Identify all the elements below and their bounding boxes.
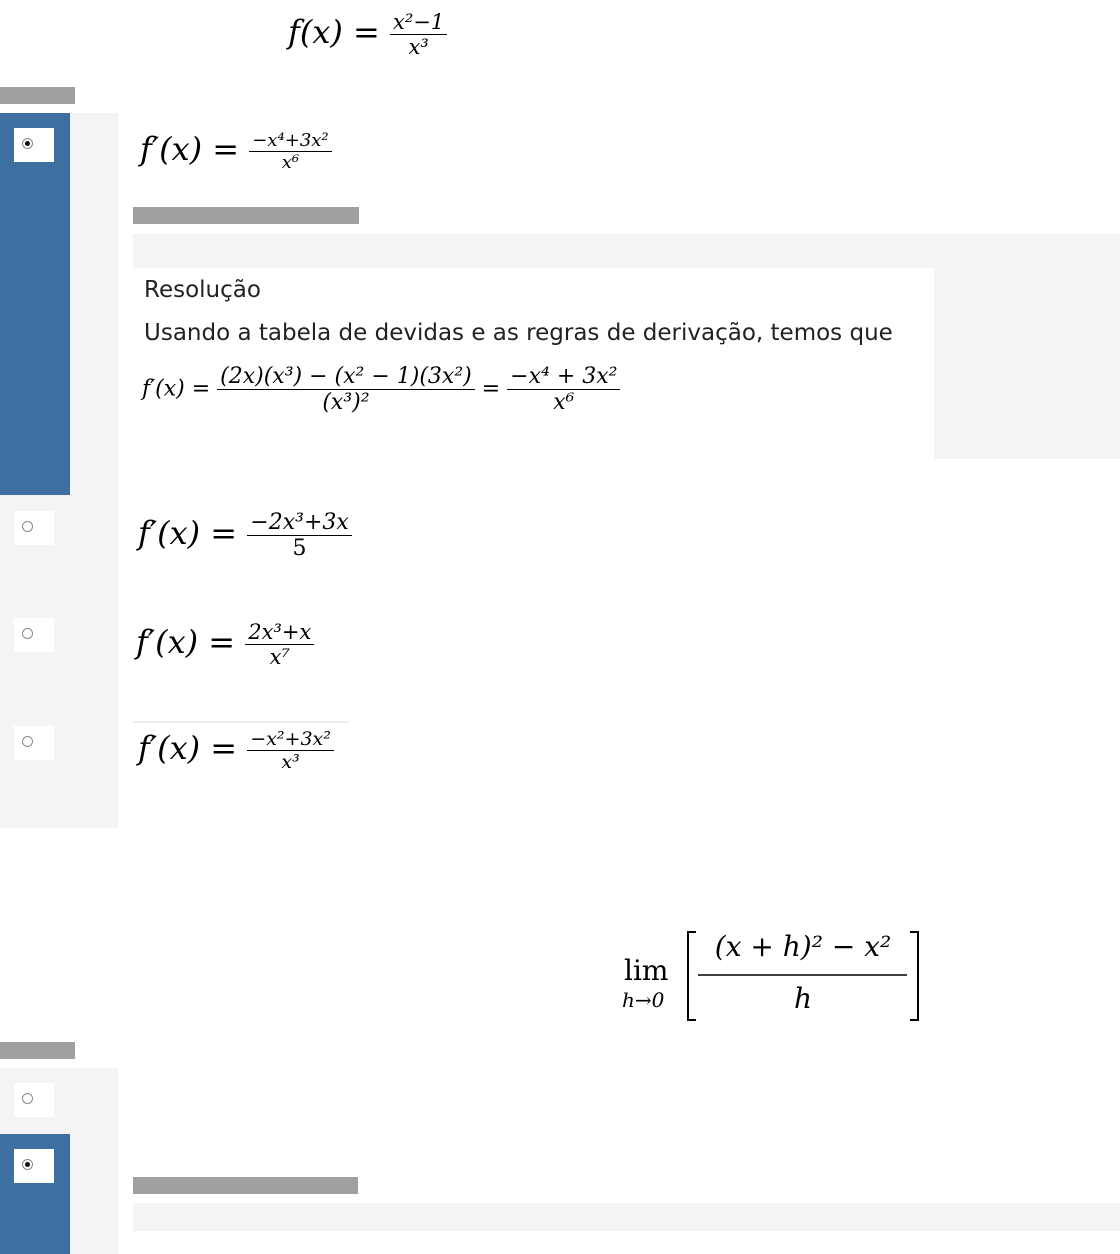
option-c-formula: [136, 620, 314, 669]
option-d-numerator: −x²+3x²: [247, 728, 334, 751]
resolution-numerator-1: (2x)(x³) − (x² − 1)(3x²): [217, 364, 475, 390]
option-d-formula: [138, 728, 334, 773]
option-b-formula: [138, 510, 352, 561]
option-b-radio[interactable]: [14, 511, 54, 545]
radio-circle-icon: [22, 521, 33, 532]
radio-selected-dot-icon: [25, 1162, 30, 1167]
radio-circle-icon: [22, 736, 33, 747]
radio-circle-icon: [22, 628, 33, 639]
question2-option-a-radio[interactable]: [14, 1083, 54, 1117]
question2-option-b-radio[interactable]: [14, 1149, 54, 1183]
option-c-numerator: 2x³+x: [245, 620, 314, 645]
option-b-numerator: −2x³+3x: [247, 510, 352, 536]
option-b-lhs: f′(x) =: [138, 514, 238, 552]
option-c-radio[interactable]: [14, 618, 54, 652]
radio-selected-dot-icon: [25, 141, 30, 146]
limit-operator: lim: [624, 954, 669, 987]
option-d-top-rule: [133, 721, 349, 723]
option-a-lhs: f′(x) =: [140, 130, 240, 168]
resolution-side-panel: [934, 268, 1120, 459]
option-selected-highlight: [0, 113, 70, 495]
limit-denominator: h: [793, 982, 813, 1015]
limit-subscript: h→0: [622, 988, 665, 1012]
option-d-lhs: f′(x) =: [138, 729, 238, 767]
option-d-radio[interactable]: [14, 726, 54, 760]
question2-feedback-bar: [133, 1177, 358, 1194]
option-a-numerator: −x⁴+3x²: [249, 130, 331, 152]
question2-limit: [622, 928, 922, 1024]
resolution-text: Usando a tabela de devidas e as regras de derivação, temos que: [144, 320, 893, 346]
option-c-denominator: x⁷: [269, 645, 290, 669]
resolution-numerator-2: −x⁴ + 3x²: [507, 364, 620, 390]
function-numerator: x²−1: [390, 10, 447, 35]
function-denominator: x³: [408, 35, 429, 59]
limit-numerator: (x + h)² − x²: [714, 930, 892, 963]
resolution-formula: [142, 364, 620, 415]
option-a-denominator: x⁶: [281, 152, 300, 173]
option-a-radio[interactable]: [14, 128, 54, 162]
function-lhs: f(x) =: [288, 13, 380, 51]
resolution-denominator-1: (x³)²: [322, 390, 370, 415]
option-d-denominator: x³: [281, 751, 300, 773]
feedback-bar: [133, 207, 359, 224]
resolution-lhs: f′(x) =: [142, 376, 211, 402]
question2-header-bar: [0, 1042, 75, 1059]
option-b-denominator: 5: [292, 536, 307, 561]
radio-circle-icon: [22, 1093, 33, 1104]
option-c-lhs: f′(x) =: [136, 623, 236, 661]
question1-function: [288, 10, 447, 59]
question1-header-bar: [0, 87, 75, 104]
resolution-title: Resolução: [144, 277, 261, 303]
resolution-denominator-2: x⁶: [553, 390, 575, 415]
resolution-equals: =: [481, 376, 501, 402]
option-a-formula: [140, 130, 332, 173]
question2-feedback-strip: [133, 1203, 1120, 1231]
feedback-strip: [133, 234, 1120, 268]
